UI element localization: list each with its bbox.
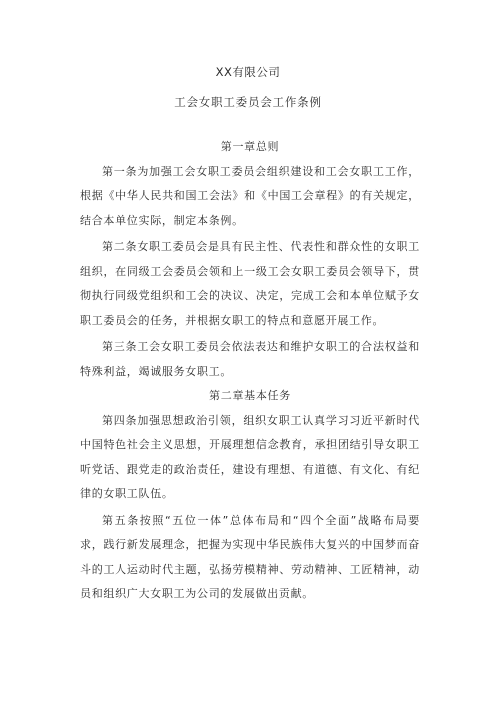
article-paragraph: 第二条女职工委员会是具有民主性、代表性和群众性的女职工组织，在同级工会委员会领和上一级工会女职工委员会领导下，贯彻执行同级党组织和工会的决议、决定，完成工会和本单位赋予女职工委员会的任务，并根据女职工的特点和意愿开展工作。 (80, 240, 420, 327)
article-paragraph: 第一条为加强工会女职工委员会组织建设和工会女职工工作，根据《中华人民共和国工会法》和《中国工会章程》的有关规定，结合本单位实际，制定本条例。 (80, 164, 420, 227)
company-name: XX有限公司 (215, 65, 281, 79)
article-paragraph: 第五条按照“五位一体”总体布局和“四个全面”战略布局要求，践行新发展理念，把握为实现中华民族伟大复兴的中国梦而奋斗的工人运动时代主题，弘扬劳模精神、劳动精神、工匠精神，动员和组织广大女职工为公司的发展做出贡献。 (80, 513, 420, 600)
article-paragraph: 第四条加强思想政治引领，组织女职工认真学习习近平新时代中国特色社会主义思想，开展理想信念教育，承担团结引导女职工听党话、跟党走的政治责任，建设有理想、有道德、有文化、有纪律的女职工队伍。 (80, 413, 420, 500)
document-title: 工会女职工委员会工作条例 (174, 95, 322, 109)
article-paragraph: 第三条工会女职工委员会依法表达和维护女职工的合法权益和特殊利益，竭诚服务女职工。 (80, 340, 420, 378)
document-body (80, 135, 420, 607)
chapter-heading: 第一章总则 (220, 140, 280, 153)
chapter-heading: 第二章基本任务 (209, 389, 291, 402)
